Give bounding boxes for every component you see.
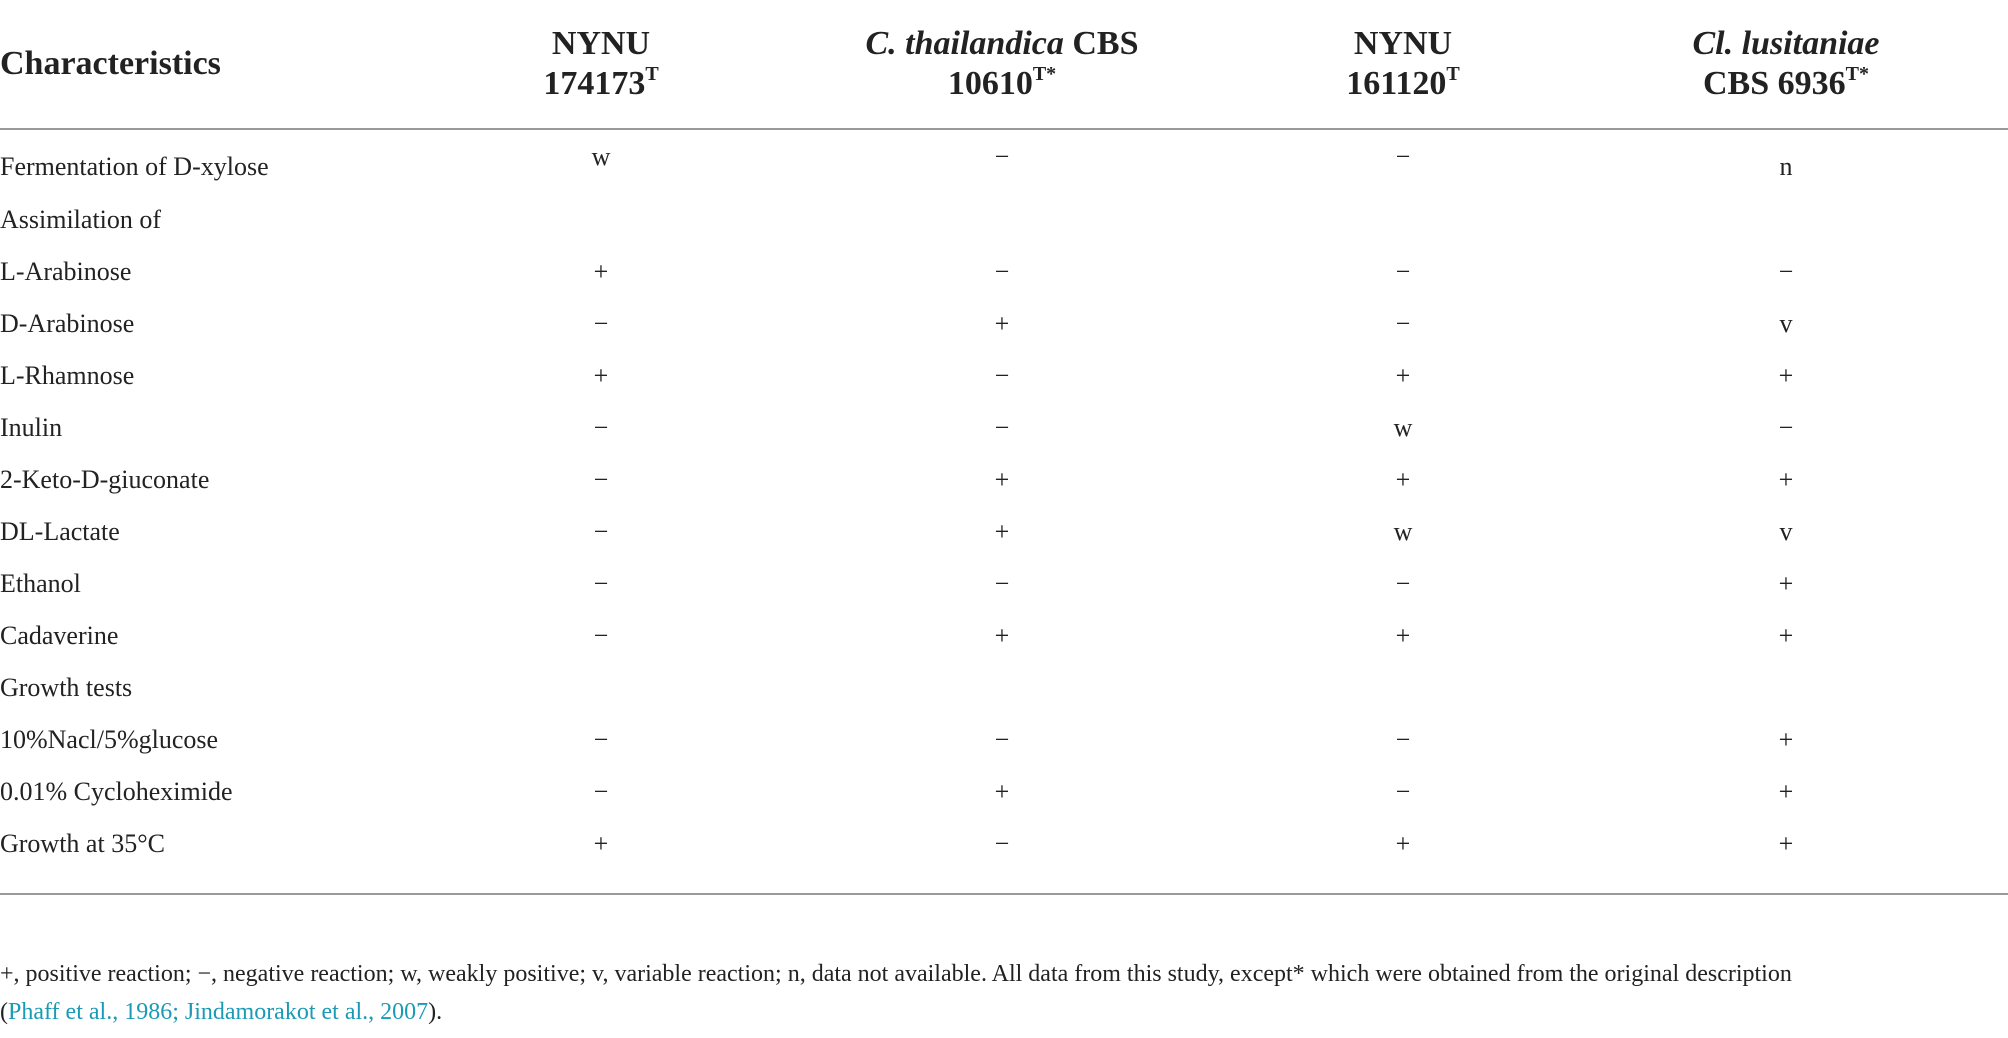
cell-value: + [1778,465,1794,494]
row-label: Ethanol [0,569,81,598]
cell-value: n [1779,152,1793,181]
cell-value: + [593,361,609,390]
row-label: Growth at 35°C [0,829,165,858]
cell-value: + [994,309,1010,338]
cell-value: + [994,777,1010,806]
table-row [0,298,2008,350]
header-cl-lusitaniae [1564,0,2008,129]
header-species-name: Cl. lusitaniae [1692,25,1880,62]
cell-value: + [994,465,1010,494]
header-nynu-174173 [440,0,762,129]
header-line1: NYNU [1353,25,1453,62]
table-row [0,558,2008,610]
row-label: L-Arabinose [0,257,132,286]
table-row [0,246,2008,298]
cell-value: − [1395,309,1411,338]
table-footnote [0,955,2008,1031]
cell-value: − [994,569,1010,598]
cell-value: − [994,142,1010,171]
cell-value: w [1393,517,1413,546]
cell-value: − [994,725,1010,754]
table-row [0,129,2008,194]
footnote-reference-link[interactable]: Phaff et al., 1986; Jindamorakot et al., 2007 [8,999,429,1025]
cell-value: − [994,257,1010,286]
cell-value: + [593,829,609,858]
row-label: 10%Nacl/5%glucose [0,725,219,754]
row-label: L-Rhamnose [0,361,135,390]
header-superscript: T* [1032,63,1057,85]
header-line2: 174173 [543,65,646,102]
table-row [0,766,2008,818]
cell-value [1242,194,1564,246]
cell-value: + [1778,777,1794,806]
cell-value: − [593,725,609,754]
row-label: DL-Lactate [0,517,120,546]
row-label: 0.01% Cycloheximide [0,777,233,806]
section-label: Growth tests [0,673,133,702]
cell-value [1242,662,1564,714]
row-label: Fermentation of D-xylose [0,152,269,181]
section-label: Assimilation of [0,205,162,234]
cell-value: + [1778,829,1794,858]
table-bottom-rule [0,893,2008,895]
cell-value: − [994,829,1010,858]
cell-value: − [994,361,1010,390]
footnote-open-paren: ( [0,999,8,1025]
cell-value: − [1395,257,1411,286]
cell-value: − [593,621,609,650]
table-row [0,714,2008,766]
cell-value: w [591,142,611,171]
cell-value [440,194,762,246]
row-label: Inulin [0,413,63,442]
header-row [0,0,2008,129]
table-row [0,194,2008,246]
table-row [0,506,2008,558]
table-row [0,662,2008,714]
cell-value: − [593,309,609,338]
cell-value [762,662,1242,714]
cell-value [1564,194,2008,246]
cell-value: + [1778,361,1794,390]
cell-value: v [1779,309,1793,338]
cell-value [1564,662,2008,714]
table-row [0,350,2008,402]
cell-value: − [1395,777,1411,806]
header-line2: 10610 [947,65,1033,102]
cell-value: − [593,777,609,806]
cell-value: v [1779,517,1793,546]
table-body [0,129,2008,884]
header-line1-rest: CBS [1063,25,1139,62]
table-row [0,818,2008,884]
table-row [0,402,2008,454]
cell-value: + [1395,621,1411,650]
cell-value: + [994,621,1010,650]
header-superscript: T [645,63,659,85]
cell-value: − [593,413,609,442]
header-line2: CBS 6936 [1703,65,1846,102]
header-line2: 161120 [1346,65,1447,102]
cell-value: + [1395,465,1411,494]
header-nynu-161120 [1242,0,1564,129]
cell-value: − [1395,725,1411,754]
footnote-text: +, positive reaction; −, negative reaction; w, weakly positive; v, variable reaction; n, data not available. All data from this study, except* which were obtained from the original description [0,961,1792,987]
row-label: D-Arabinose [0,309,135,338]
row-label: 2-Keto-D-giuconate [0,465,210,494]
header-characteristics [0,0,440,129]
footnote-close: ). [428,999,443,1025]
cell-value: − [994,413,1010,442]
cell-value: − [1778,257,1794,286]
cell-value: + [1778,569,1794,598]
cell-value: + [593,257,609,286]
cell-value: − [593,465,609,494]
header-superscript: T* [1845,63,1869,85]
cell-value: − [593,517,609,546]
row-label: Cadaverine [0,621,119,650]
cell-value: − [1395,569,1411,598]
header-species-name: C. thailandica [865,25,1064,62]
table-row [0,610,2008,662]
cell-value: − [1395,142,1411,171]
table-header [0,0,2008,129]
cell-value: + [1778,621,1794,650]
cell-value: + [1395,829,1411,858]
cell-value: + [1395,361,1411,390]
header-line1: NYNU [551,25,651,62]
header-characteristics-label: Characteristics [0,45,221,82]
cell-value: w [1393,413,1413,442]
cell-value: − [1778,413,1794,442]
cell-value: − [593,569,609,598]
table-row [0,454,2008,506]
cell-value [762,194,1242,246]
header-c-thailandica [762,0,1242,129]
cell-value: + [1778,725,1794,754]
cell-value [440,662,762,714]
cell-value: + [994,517,1010,546]
header-superscript: T [1446,63,1460,85]
